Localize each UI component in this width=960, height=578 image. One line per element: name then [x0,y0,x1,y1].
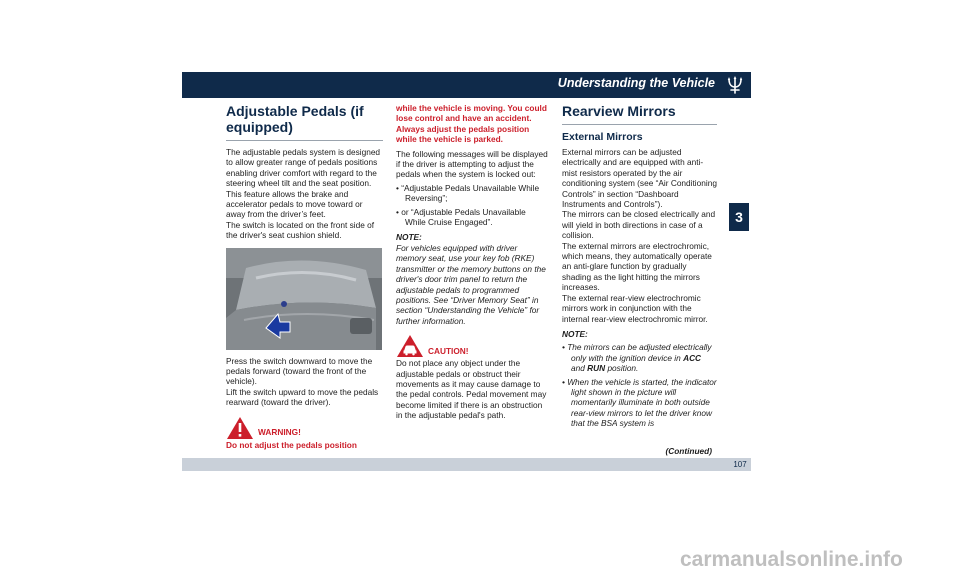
footer-bar [182,458,751,471]
caution-header [396,334,548,358]
column-rearview-mirrors [562,103,717,429]
list-item: • When the vehicle is started, the indicator light shown in the picture will momentarily illuminate in both outside rear-view mirrors to let the driver know that the BSA system is [562,376,717,429]
heading-rule [562,124,717,125]
list-item [562,342,717,373]
note-title: NOTE: [562,328,588,339]
column-adjustable-pedals [226,103,383,450]
caution-text: Do not place any object under the adjustable pedals or obstruct their movements as it may cause damage to the pedal controls. Pedal movement may become limited if there is an obstruction in the adjustable pedal's path. [396,358,547,421]
heading-rule [226,140,383,141]
bullet-run: RUN [587,363,606,374]
warning-text: Do not adjust the pedals position [226,439,357,450]
paragraph: Lift the switch upward to move the pedals rearward (toward the driver). [226,386,379,408]
paragraph: The following messages will be displayed if the driver is attempting to adjust the pedals when the system is locked out: [396,148,548,180]
list-item: • or “Adjustable Pedals Unavailable While Cruise Engaged”. [396,206,526,228]
watermark: carmanualsonline.info [680,548,903,571]
paragraph: External mirrors can be adjusted electrically and are equipped with anti-mist resistors operated by the air conditioning system (see “Air Conditioning Controls” in section “Dashboard Instruments and Controls”). [562,147,717,210]
caution-label: CAUTION! [428,345,469,356]
section-title: Understanding the Vehicle [557,76,715,90]
warning-label: WARNING! [258,427,301,438]
paragraph: Press the switch downward to move the pedals forward (toward the front of the vehicle). [226,355,373,387]
paragraph: The external rear-view electrochromic mirrors work in conjunction with the internal rear-view electrochromic mirror. [562,292,708,324]
trident-logo-icon [725,75,745,95]
note-text: For vehicles equipped with driver memory seat, use your key fob (RKE) transmitter or the memory buttons on the driver's door trim panel to return the adjustable pedals to programmed positions. See “Driver Memory Seat” in section “Understanding the Vehicle” for further information. [396,242,546,326]
bullet-text: and [571,363,588,374]
paragraph: This feature allows the brake and accelerator pedals to move toward or away from the driver’s feet. [226,188,363,220]
warning-text-continued: while the vehicle is moving. You could lose control and have an accident. Always adjust the pedals position while the vehicle is parked. [396,103,547,145]
bullet-text: • The mirrors can be adjusted electrically only with the ignition device in [562,342,712,363]
bullet-acc: ACC [683,352,702,363]
chapter-tab: 3 [729,203,749,231]
note-title: NOTE: [396,232,422,243]
heading-adjustable-pedals: Adjustable Pedals (if equipped) [226,103,364,135]
list-item: • “Adjustable Pedals Unavailable While Reversing”; [396,182,540,204]
column-pedals-continued [396,103,548,421]
paragraph: The mirrors can be closed electrically and will yield in both directions in case of a collision. [562,209,716,241]
seat-switch-image [226,248,382,350]
page-number: 107 [733,460,747,469]
heading-rearview-mirrors: Rearview Mirrors [562,103,676,119]
subheading-external-mirrors: External Mirrors [562,131,643,143]
paragraph: The switch is located on the front side of the driver's seat cushion shield. [226,219,375,241]
warning-triangle-icon [226,416,254,440]
warning-header [226,416,383,440]
paragraph: The external mirrors are electrochromic, which means, they automatically operate an anti-glare function by gradually shading as the light hitting the mirrors increases. [562,240,712,293]
paragraph: The adjustable pedals system is designed to allow greater range of pedals positions enabling driver comfort with regard to the steering wheel tilt and the seat position. [226,147,381,189]
continued-marker: (Continued) [665,446,712,456]
caution-car-icon [396,334,424,358]
bullet-text: position. [605,363,639,374]
header-bar [182,72,751,98]
